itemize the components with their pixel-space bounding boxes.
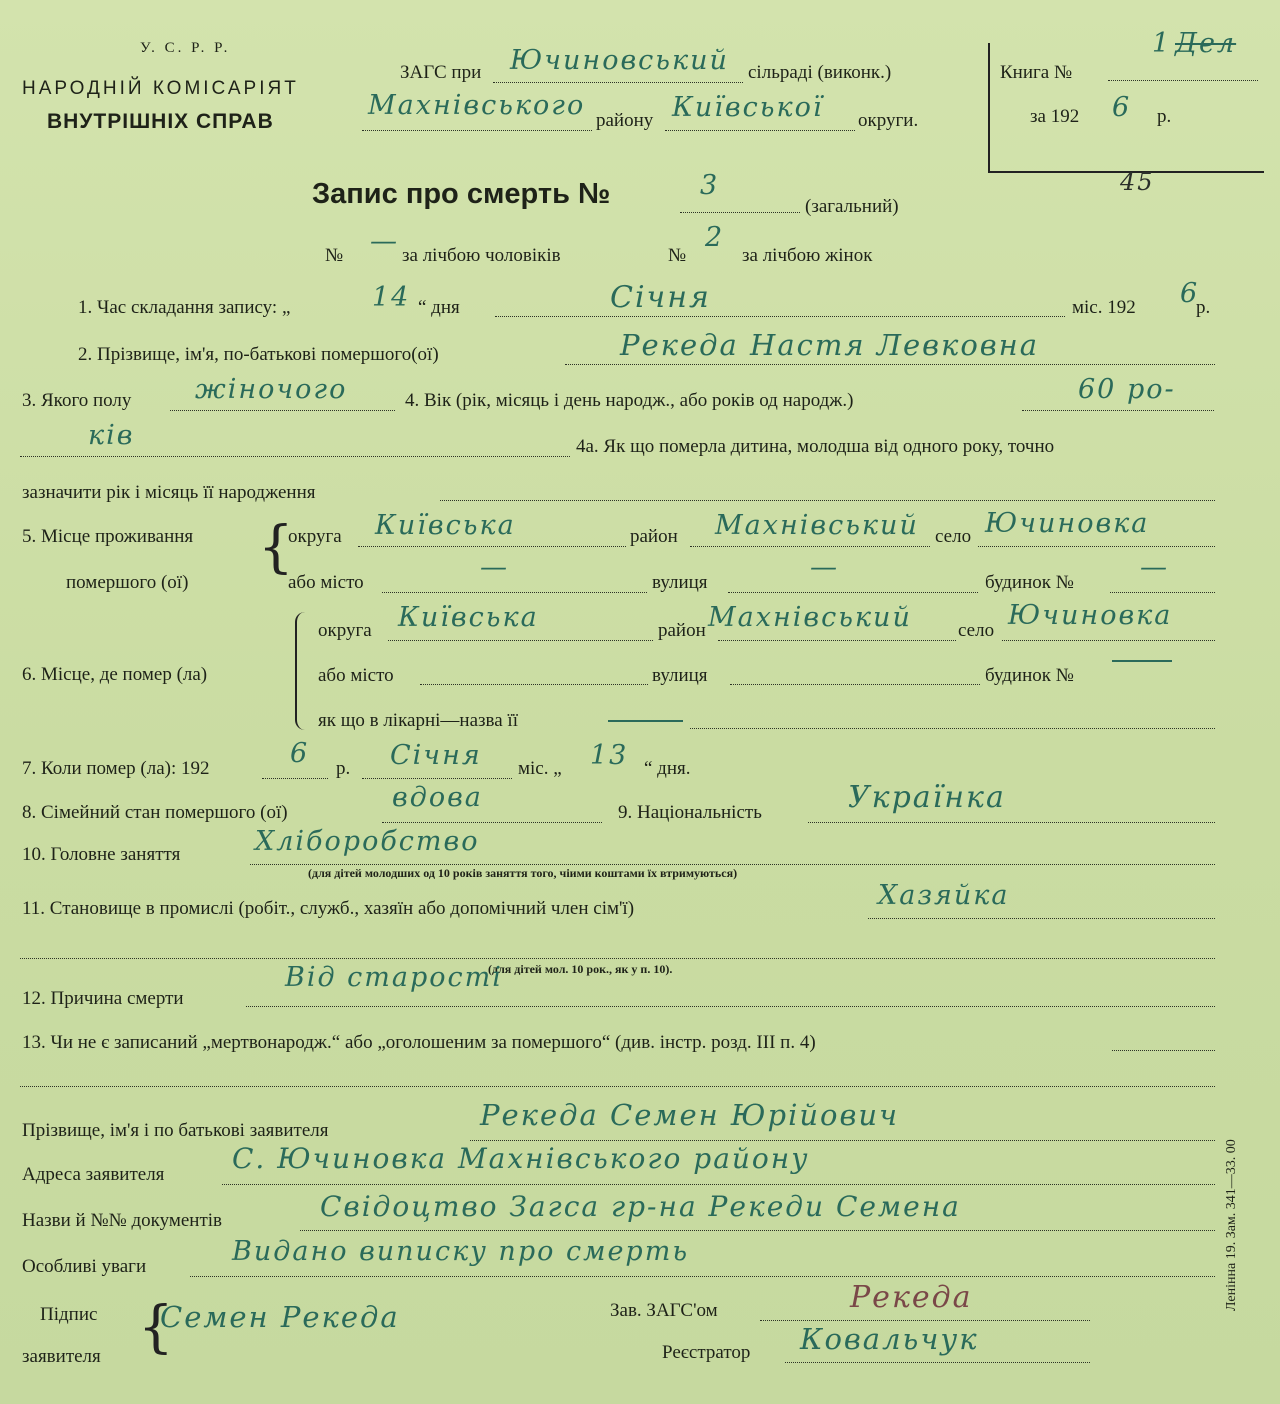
f7-day-suffix: “ дня. xyxy=(644,758,691,779)
f5-budynok-line xyxy=(1110,592,1215,593)
book-year-prefix: за 192 xyxy=(1030,106,1080,127)
zags-prefix-label: ЗАГС при xyxy=(400,62,482,83)
f6-okruga-value: Київська xyxy=(398,602,539,633)
f11-line xyxy=(868,918,1215,919)
raion-line xyxy=(362,130,592,131)
registrar-line xyxy=(785,1362,1090,1363)
f6-vulytsia-label: вулиця xyxy=(652,665,708,686)
f6-raion-value: Махнівський xyxy=(708,602,912,633)
sign-brace: { xyxy=(138,1295,174,1360)
zags-suffix-label: сільраді (виконк.) xyxy=(748,62,892,83)
f4a-line xyxy=(440,500,1215,501)
men-prefix: № xyxy=(325,245,344,266)
f10-note: (для дітей молодших од 10 років заняття того, чіими коштами їх втримуються) xyxy=(308,866,738,880)
f13-cont-line xyxy=(20,1086,1215,1087)
okruga-value: Київської xyxy=(672,92,824,123)
zags-village-line xyxy=(493,82,743,83)
sign-label-1: Підпис xyxy=(40,1304,98,1325)
f11-value: Хазяйка xyxy=(878,880,1010,911)
book-struck: Дел xyxy=(1175,28,1237,59)
record-title-suffix: (загальний) xyxy=(805,196,899,217)
f5-label-2: помершого (ої) xyxy=(66,572,189,593)
f5-okruga-line xyxy=(358,546,626,547)
women-value: 2 xyxy=(705,222,725,253)
sign-label-2: заявителя xyxy=(22,1346,101,1367)
f6-selo-line xyxy=(1002,640,1215,641)
f6-vulytsia-line xyxy=(730,684,980,685)
declarant-docs-line xyxy=(300,1230,1215,1231)
f7-day: 13 xyxy=(590,740,629,771)
f5-selo-line xyxy=(978,546,1215,547)
f6-selo-label: село xyxy=(958,620,995,641)
f5-selo-value: Ючиновка xyxy=(985,508,1150,539)
f5-okruga-value: Київська xyxy=(375,510,516,541)
f5-raion-value: Махнівський xyxy=(715,510,919,541)
f3-label: 3. Якого полу xyxy=(22,390,132,411)
f1-day-suffix: “ дня xyxy=(418,297,460,318)
declarant-address-value: С. Ючиновка Махнівського району xyxy=(232,1142,810,1175)
ussr-header: У. С. Р. Р. xyxy=(140,40,231,56)
f7-r-label: р. xyxy=(336,758,351,779)
f5-misto-label: або місто xyxy=(288,572,364,593)
f12-value: Від старості xyxy=(285,962,503,993)
f7-label: 7. Коли помер (ла): 192 xyxy=(22,758,210,779)
f5-raion-label: район xyxy=(630,526,678,547)
declarant-notes-value: Видано виписку про смерть xyxy=(232,1236,690,1267)
f5-raion-line xyxy=(690,546,930,547)
declarant-address-label: Адреса заявителя xyxy=(22,1164,165,1185)
f6-okruga-line xyxy=(388,640,653,641)
f4-label: 4. Вік (рік, місяць і день народж., або років од народж.) xyxy=(405,390,854,411)
f6-raion-line xyxy=(718,640,956,641)
f4-cont-line xyxy=(20,456,570,457)
f3-line xyxy=(170,410,395,411)
f4a-label-cont: зазначити рік і місяць її народження xyxy=(22,482,316,503)
f1-day: 14 xyxy=(372,282,411,313)
commissariat-line1: НАРОДНІЙ КОМІСАРІЯТ xyxy=(22,78,299,99)
f6-likarnia-line xyxy=(690,728,1215,729)
f11-note: (для дітей мол. 10 рок., як у п. 10). xyxy=(488,962,673,976)
page-number: 45 xyxy=(1120,168,1155,196)
f13-line xyxy=(1112,1050,1215,1051)
f4-value-cont: ків xyxy=(88,420,135,451)
head-line xyxy=(760,1320,1090,1321)
f13-label: 13. Чи не є записаний „мертвонародж.“ або „оголошеним за помершого“ (див. інстр. розд. III п. 4) xyxy=(22,1032,816,1053)
f6-brace xyxy=(295,612,307,730)
declarant-notes-line xyxy=(190,1276,1215,1277)
zags-village-value: Ючиновський xyxy=(510,45,729,76)
f4-line xyxy=(1022,410,1214,411)
declarant-address-line xyxy=(222,1184,1215,1185)
f6-okruga-label: округа xyxy=(318,620,372,641)
raion-label: району xyxy=(596,110,654,131)
f1-year-label: міс. 192 xyxy=(1072,297,1136,318)
f3-value: жіночого xyxy=(195,374,348,405)
f5-selo-label: село xyxy=(935,526,972,547)
f11-cont-line xyxy=(20,958,1215,959)
f2-value: Рекеда Настя Левковна xyxy=(620,328,1040,362)
record-title: Запис про смерть № xyxy=(312,178,611,210)
f8-line xyxy=(382,822,602,823)
declarant-name-line xyxy=(470,1140,1215,1141)
f12-line xyxy=(246,1006,1215,1007)
f5-vulytsia-label: вулиця xyxy=(652,572,708,593)
f1-year: 6 xyxy=(1180,278,1200,309)
declarant-notes-label: Особливі уваги xyxy=(22,1256,147,1277)
f10-line xyxy=(250,864,1215,865)
f5-label-1: 5. Місце проживання xyxy=(22,526,194,547)
f5-vulytsia-value: — xyxy=(810,552,839,583)
women-label: за лічбою жінок xyxy=(742,245,873,266)
f9-label: 9. Національність xyxy=(618,802,762,823)
printer-info: Ленінна 19. Зам. 341—33. 00 xyxy=(1224,1139,1239,1311)
f5-budynok-label: будинок № xyxy=(985,572,1074,593)
f12-label: 12. Причина смерти xyxy=(22,988,184,1009)
f4a-label: 4а. Як що померла дитина, молодша від одного року, точно xyxy=(576,436,1055,457)
f1-month-line xyxy=(495,316,1065,317)
f5-okruga-label: округа xyxy=(288,526,342,547)
raion-value: Махнівського xyxy=(368,90,586,121)
f1-label: 1. Час складання запису: „ xyxy=(78,297,291,318)
f6-label: 6. Місце, де помер (ла) xyxy=(22,664,208,685)
okruga-label: округи. xyxy=(858,110,919,131)
f6-misto-label: або місто xyxy=(318,665,394,686)
sign-value: Семен Рекеда xyxy=(160,1300,400,1334)
f5-misto-value: — xyxy=(480,552,509,583)
f9-value: Українка xyxy=(848,780,1006,815)
f7-year-line xyxy=(262,778,328,779)
f10-label: 10. Головне заняття xyxy=(22,844,181,865)
f6-likarnia-label: як що в лікарні—назва її xyxy=(318,710,518,731)
declarant-docs-label: Назви й №№ документів xyxy=(22,1210,223,1231)
f8-value: вдова xyxy=(392,782,483,813)
book-label: Книга № xyxy=(1000,62,1073,83)
f4-value: 60 ро- xyxy=(1078,374,1176,405)
registrar-signature: Ковальчук xyxy=(800,1322,979,1356)
f10-value: Хліборобство xyxy=(255,826,480,857)
declarant-name-value: Рекеда Семен Юрійович xyxy=(480,1098,900,1132)
f6-misto-line xyxy=(420,684,648,685)
f6-raion-label: район xyxy=(658,620,706,641)
f5-budynok-value: — xyxy=(1140,552,1169,583)
record-number-line xyxy=(680,212,800,213)
f1-year-suffix: р. xyxy=(1196,297,1211,318)
commissariat-line2: ВНУТРІШНІХ СПРАВ xyxy=(47,110,274,133)
book-number: 1 xyxy=(1152,28,1172,59)
registrar-label: Реєстратор xyxy=(662,1342,751,1363)
f11-label: 11. Становище в промислі (робіт., служб., хазяїн або допомічний член сім'ї) xyxy=(22,898,635,919)
f7-mis-label: міс. „ xyxy=(518,758,562,779)
f1-month: Січня xyxy=(610,280,711,315)
f2-label: 2. Прізвище, ім'я, по-батькові помершого(ої) xyxy=(78,344,439,365)
women-prefix: № xyxy=(668,245,687,266)
f7-year: 6 xyxy=(290,738,310,769)
record-number: 3 xyxy=(700,170,720,201)
declarant-name-label: Прізвище, ім'я і по батькові заявителя xyxy=(22,1120,329,1141)
f7-month: Січня xyxy=(390,740,482,771)
okruga-line xyxy=(665,130,855,131)
f6-selo-value: Ючиновка xyxy=(1008,600,1173,631)
book-year-digit: 6 xyxy=(1112,92,1132,123)
declarant-docs-value: Свідоцтво Загса гр-на Рекеди Семена xyxy=(320,1190,961,1223)
book-line xyxy=(1108,80,1258,81)
men-value: — xyxy=(370,226,399,257)
head-label: Зав. ЗАГС'ом xyxy=(610,1300,718,1321)
f5-misto-line xyxy=(382,592,647,593)
f8-label: 8. Сімейний стан помершого (ої) xyxy=(22,802,288,823)
f6-likarnia-dash xyxy=(608,720,683,722)
f5-vulytsia-line xyxy=(728,592,978,593)
f9-line xyxy=(808,822,1215,823)
f5-brace: { xyxy=(258,515,294,580)
head-signature: Рекеда xyxy=(850,1280,973,1315)
book-year-suffix: р. xyxy=(1157,106,1172,127)
men-label: за лічбою чоловіків xyxy=(402,245,561,266)
f2-line xyxy=(565,364,1215,365)
f7-month-line xyxy=(362,778,512,779)
f6-budynok-dash xyxy=(1112,660,1172,662)
f6-budynok-label: будинок № xyxy=(985,665,1074,686)
